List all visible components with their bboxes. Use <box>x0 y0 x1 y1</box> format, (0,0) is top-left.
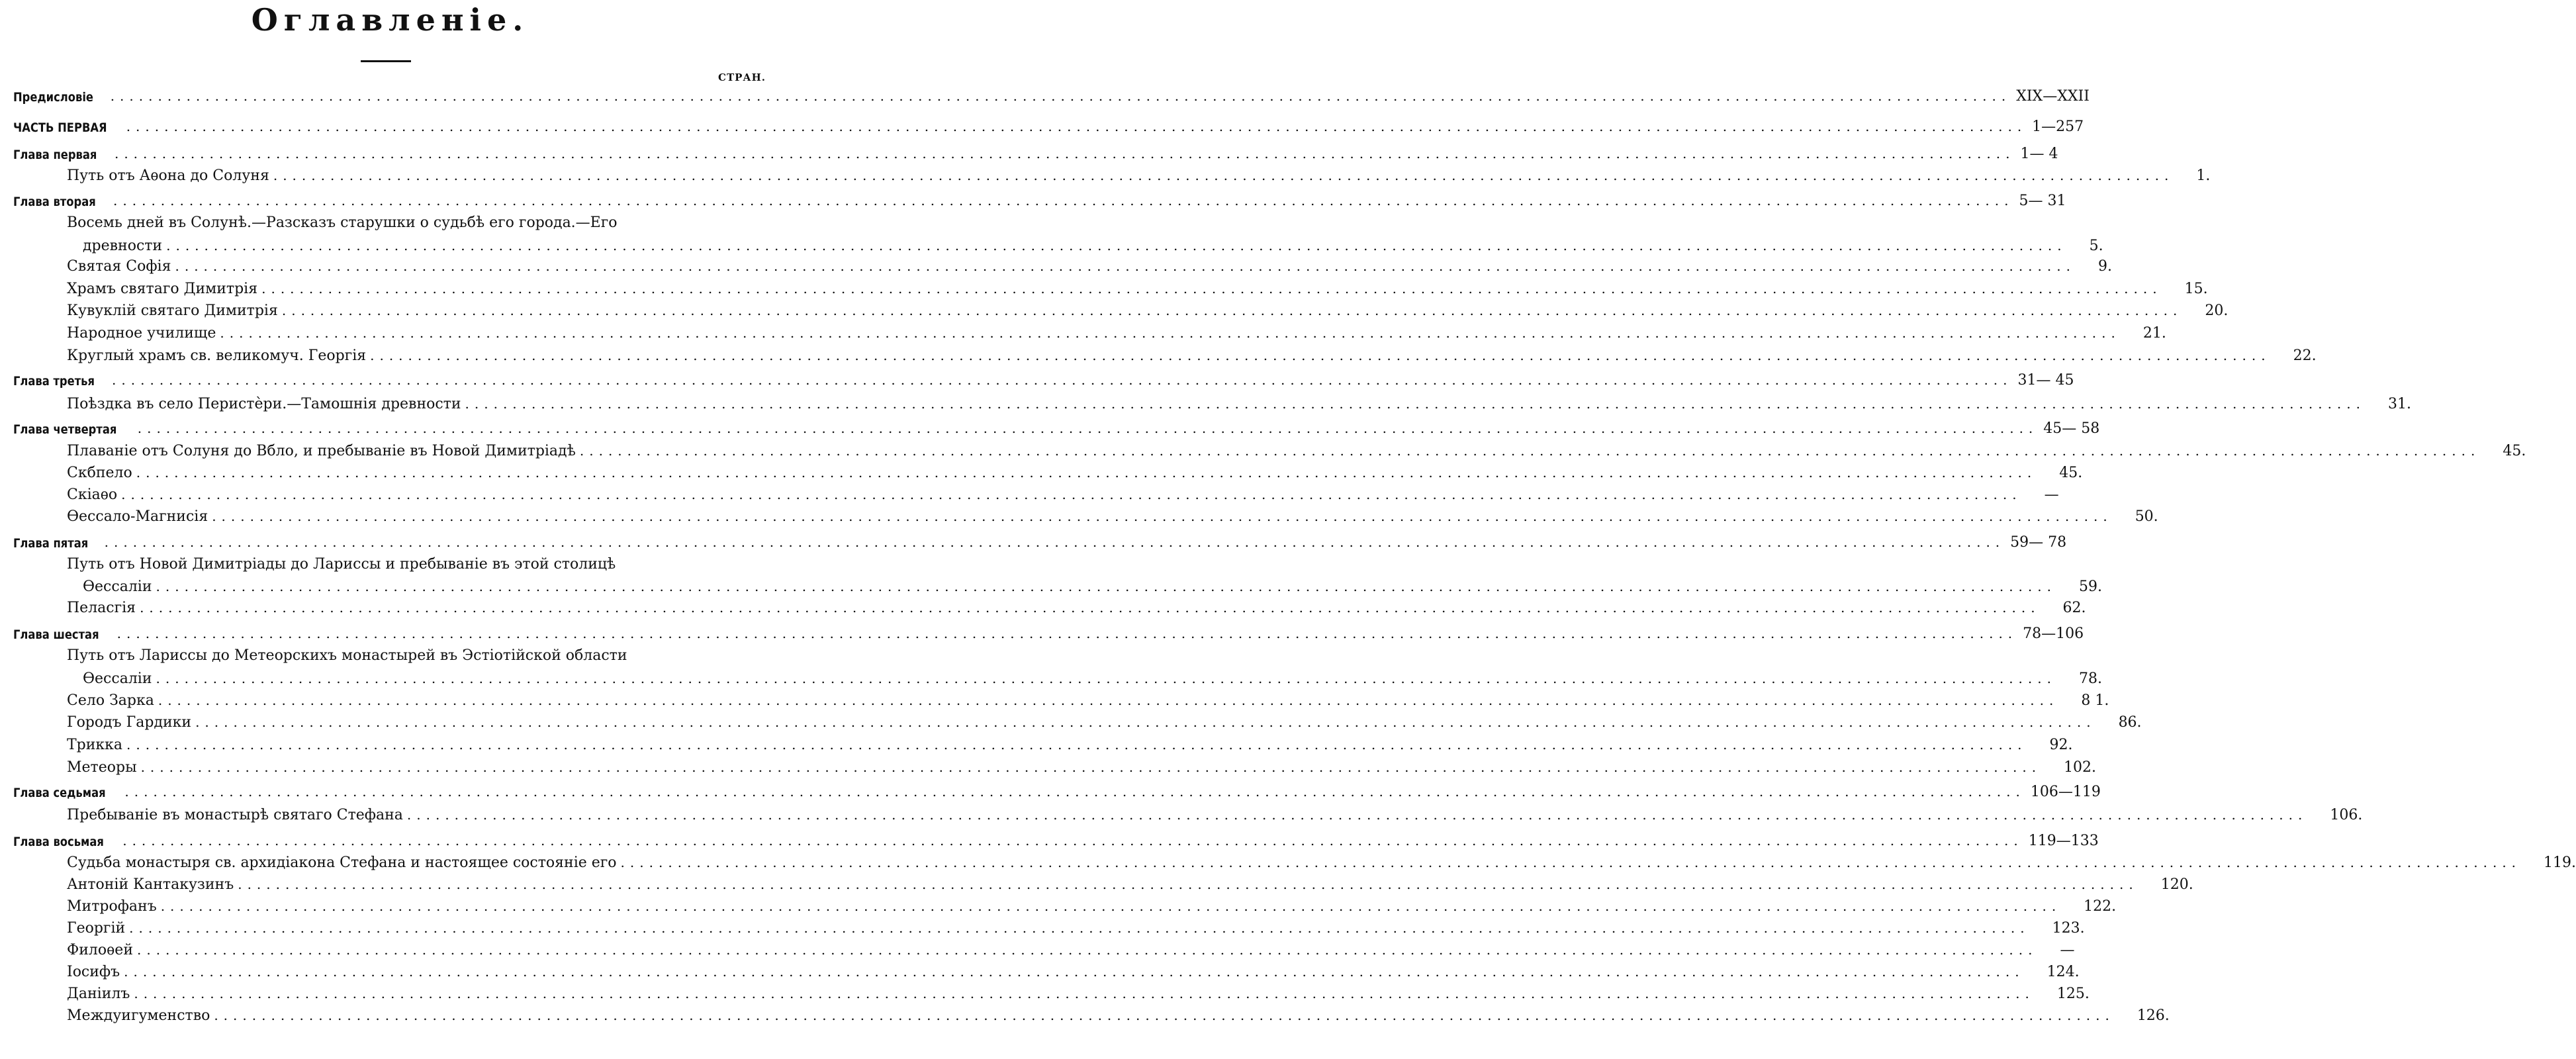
dot-leader: ........................................................................................................................................................................................................ <box>156 578 2056 594</box>
dot-leader: ........................................................................................................................................................................................................ <box>124 964 2025 980</box>
dot-leader: ........................................................................................................................................................................................................ <box>166 238 2067 253</box>
toc-entry-pages: 106—119 <box>2025 784 2101 800</box>
toc-entry-label: Глава вторая <box>13 195 99 209</box>
toc-entry-label: Глава пятая <box>13 536 91 551</box>
toc-entry-pages: 124. <box>2025 964 2080 980</box>
dot-leader: ........................................................................................................................................................................................................ <box>465 396 2366 412</box>
dot-leader: ........................................................................................................................................................................................................ <box>160 898 2062 914</box>
toc-section-row <box>0 252 2112 275</box>
toc-section-row <box>0 161 2211 184</box>
toc-entry-label: Скіаѳо <box>67 486 121 503</box>
toc-entry-pages: 62. <box>2041 600 2086 616</box>
dot-leader: ........................................................................................................................................................................................................ <box>281 302 2183 318</box>
dot-leader: ........................................................................................................................................................................................................ <box>116 625 2018 641</box>
dot-leader: ........................................................................................................................................................................................................ <box>620 854 2522 870</box>
toc-section-row <box>0 936 2075 958</box>
toc-entry-pages: 92. <box>2027 737 2073 753</box>
page-title: Оглавленіе. <box>251 2 529 38</box>
toc-entry-pages: XIX—XXII <box>2011 88 2090 105</box>
toc-entry-pages: 22. <box>2271 347 2317 364</box>
toc-chapter-row <box>0 620 2084 642</box>
dot-leader: ........................................................................................................................................................................................................ <box>110 88 2011 104</box>
toc-entry-label-line1: Путь отъ Лариссы до Метеорскихъ монастырей въ Эстіотійской области <box>67 647 627 664</box>
toc-section-row <box>0 573 2102 595</box>
dot-leader: ........................................................................................................................................................................................................ <box>113 193 2014 208</box>
toc-section-row <box>0 1001 2170 1024</box>
toc-entry-pages: 1— 4 <box>2015 146 2058 162</box>
toc-entry-pages: 8 1. <box>2058 692 2109 709</box>
toc-entry-label: Ѳессало-Магнисія <box>67 508 212 525</box>
toc-entry-label: Поѣздка въ село Перистѐри.—Тамошнія древности <box>67 396 465 412</box>
toc-section-row <box>0 870 2193 893</box>
toc-entry-pages: 86. <box>2096 714 2142 731</box>
toc-entry-label: Село Зарка <box>67 692 158 709</box>
toc-entry-label: Плаваніе отъ Солуня до Вбло, и пребываніе въ Новой Димитріадѣ <box>67 443 580 459</box>
toc-entry-pages: 45— 58 <box>2038 420 2099 437</box>
dot-leader: ........................................................................................................................................................................................................ <box>212 508 2113 524</box>
toc-entry-label: Антоній Кантакузинъ <box>67 876 238 893</box>
toc-entry-pages: 120. <box>2139 876 2193 893</box>
dot-leader: ........................................................................................................................................................................................................ <box>140 759 2042 775</box>
toc-entry-pages: — <box>2022 486 2059 503</box>
toc-chapter-row <box>0 778 2101 800</box>
toc-entry-pages: 50. <box>2113 508 2158 525</box>
toc-entry-label: Городъ Гардики <box>67 714 195 731</box>
dot-leader: ........................................................................................................................................................................................................ <box>126 737 2027 753</box>
toc-section-row <box>0 980 2090 1002</box>
title-rule <box>361 60 411 62</box>
toc-entry-pages: 125. <box>2035 986 2090 1002</box>
toc-entry-label: Глава четвертая <box>13 422 120 437</box>
dot-leader: ........................................................................................................................................................................................................ <box>156 670 2056 686</box>
dot-leader: ........................................................................................................................................................................................................ <box>126 118 2027 134</box>
pages-column-header: СТРАН. <box>718 71 766 83</box>
dot-leader: ........................................................................................................................................................................................................ <box>114 146 2015 161</box>
toc-entry-pages: 78. <box>2056 670 2102 687</box>
dot-leader: ........................................................................................................................................................................................................ <box>214 1007 2115 1023</box>
toc-entry-label: Іосифъ <box>67 964 124 980</box>
toc-chapter-row <box>0 366 2074 389</box>
dot-leader: ........................................................................................................................................................................................................ <box>122 833 2023 849</box>
dot-leader: ........................................................................................................................................................................................................ <box>406 807 2308 823</box>
toc-section-row <box>0 297 2229 319</box>
toc-entry-label: Георгій <box>67 920 129 937</box>
toc-section-row <box>0 958 2080 980</box>
toc-entry-label: Филоѳей <box>67 942 137 958</box>
toc-entry-pages: 78—106 <box>2017 625 2084 642</box>
toc-entry-label: Пеласгія <box>67 600 140 616</box>
toc-section-row <box>0 342 2317 364</box>
dot-leader: ........................................................................................................................................................................................................ <box>129 920 2030 936</box>
toc-entry-pages: — <box>2037 942 2074 958</box>
toc-chapter-row <box>0 187 2066 209</box>
toc-section-row <box>0 731 2073 753</box>
toc-entry-label: Путь отъ Аѳона до Солуня <box>67 167 273 184</box>
toc-entry-pages: 20. <box>2182 302 2228 319</box>
toc-entry-label: древности <box>83 238 166 254</box>
toc-entry-label: Кувуклій святаго Димитрія <box>67 302 282 319</box>
toc-entry-pages: 9. <box>2076 258 2112 275</box>
toc-section-row <box>0 502 2158 525</box>
dot-leader: ........................................................................................................................................................................................................ <box>273 167 2174 183</box>
toc-section-row <box>0 459 2083 481</box>
toc-entry-pages: 122. <box>2061 898 2116 915</box>
toc-section-row <box>0 390 2411 412</box>
toc-entry-label: Даніилъ <box>67 986 134 1002</box>
toc-section-row <box>0 275 2208 297</box>
dot-leader: ........................................................................................................................................................................................................ <box>195 714 2096 730</box>
toc-entry-pages: 126. <box>2115 1007 2170 1024</box>
toc-entry-label: Трикка <box>67 737 126 753</box>
dot-leader: ........................................................................................................................................................................................................ <box>121 486 2022 502</box>
toc-section-row <box>0 708 2142 731</box>
dot-leader: ........................................................................................................................................................................................................ <box>104 534 2005 550</box>
toc-entry-label: Предисловіе <box>13 90 97 105</box>
toc-entry-pages: 102. <box>2041 759 2096 776</box>
toc-entry-pages: 5. <box>2067 238 2103 254</box>
toc-entry-pages: 1. <box>2174 167 2210 184</box>
toc-section-row <box>0 232 2103 254</box>
dot-leader: ........................................................................................................................................................................................................ <box>137 420 2039 436</box>
dot-leader: ........................................................................................................................................................................................................ <box>136 465 2037 481</box>
dot-leader: ........................................................................................................................................................................................................ <box>238 876 2139 892</box>
toc-entry-label: Глава первая <box>13 148 101 162</box>
toc-entry-label: Метеоры <box>67 759 141 776</box>
toc-section-row <box>0 665 2102 687</box>
toc-chapter-row <box>0 113 2084 135</box>
toc-entry-label: Ѳессаліи <box>83 578 156 595</box>
toc-entry-label: ЧАСТЬ ПЕРВАЯ <box>13 120 111 135</box>
toc-entry-pages: 119. <box>2521 854 2576 871</box>
toc-entry-label: Митрофанъ <box>67 898 161 915</box>
dot-leader: ........................................................................................................................................................................................................ <box>220 325 2121 341</box>
toc-entry-label: Святая Софія <box>67 258 175 275</box>
toc-entry-label: Народное училище <box>67 325 220 342</box>
toc-entry-pages: 59— 78 <box>2005 534 2066 551</box>
dot-leader: ........................................................................................................................................................................................................ <box>112 372 2013 388</box>
toc-section-row <box>0 914 2085 937</box>
toc-entry-label: Ѳессаліи <box>83 670 156 687</box>
toc-entry-label: Междуигуменство <box>67 1007 214 1024</box>
toc-entry-label-line1: Путь отъ Новой Димитріады до Лариссы и пребываніе въ этой столицѣ <box>67 556 616 573</box>
dot-leader: ........................................................................................................................................................................................................ <box>579 443 2481 459</box>
toc-entry-label: Пребываніе въ монастырѣ святаго Стефана <box>67 807 407 823</box>
toc-entry-label-line1: Восемь дней въ Солунѣ.—Разсказъ старушки о судьбѣ его города.—Его <box>67 214 618 231</box>
toc-chapter-row <box>0 528 2067 551</box>
toc-entry-pages: 21. <box>2121 325 2166 342</box>
toc-chapter-row <box>0 140 2058 162</box>
dot-leader: ........................................................................................................................................................................................................ <box>175 258 2076 274</box>
toc-section-row <box>0 849 2576 871</box>
toc-chapter-row <box>0 827 2099 849</box>
toc-section-row <box>0 753 2097 776</box>
toc-entry-pages: 59. <box>2056 578 2102 595</box>
toc-chapter-row <box>0 414 2100 437</box>
toc-chapter-row <box>0 82 2090 105</box>
toc-entry-pages: 31. <box>2366 396 2411 412</box>
toc-entry-pages: 5— 31 <box>2014 193 2066 209</box>
toc-entry-pages: 45. <box>2037 465 2082 481</box>
toc-section-row <box>0 594 2086 616</box>
toc-entry-label: Глава восьмая <box>13 835 107 849</box>
toc-entry-label: Скбпело <box>67 465 136 481</box>
toc-entry-pages: 1—257 <box>2027 118 2084 135</box>
toc-section-row <box>0 319 2166 342</box>
toc-entry-pages: 106. <box>2307 807 2362 823</box>
toc-section-row <box>0 481 2059 503</box>
toc-entry-label: Судьба монастыря св. архидіакона Стефана и настоящее состояніе его <box>67 854 621 871</box>
dot-leader: ........................................................................................................................................................................................................ <box>124 784 2025 800</box>
toc-entry-label: Глава третья <box>13 374 98 389</box>
dot-leader: ........................................................................................................................................................................................................ <box>140 600 2041 616</box>
dot-leader: ........................................................................................................................................................................................................ <box>136 942 2038 958</box>
toc-entry-pages: 31— 45 <box>2013 372 2074 389</box>
toc-section-row <box>0 892 2117 915</box>
dot-leader: ........................................................................................................................................................................................................ <box>261 281 2162 297</box>
toc-section-row <box>0 686 2109 709</box>
dot-leader: ........................................................................................................................................................................................................ <box>134 986 2035 1001</box>
toc-entry-label: Глава седьмая <box>13 786 109 800</box>
toc-entry-pages: 45. <box>2480 443 2526 459</box>
toc-entry-label: Круглый храмъ св. великомуч. Георгія <box>67 347 370 364</box>
toc-entry-pages: 123. <box>2030 920 2085 937</box>
dot-leader: ........................................................................................................................................................................................................ <box>158 692 2059 708</box>
toc-entry-label: Глава шестая <box>13 627 103 642</box>
toc-section-row <box>0 801 2363 823</box>
toc-entry-label: Храмъ святаго Димитрія <box>67 281 261 297</box>
toc-entry-pages: 15. <box>2162 281 2208 297</box>
toc-entry-pages: 119—133 <box>2023 833 2099 849</box>
toc-section-row <box>0 437 2526 459</box>
dot-leader: ........................................................................................................................................................................................................ <box>370 347 2271 363</box>
